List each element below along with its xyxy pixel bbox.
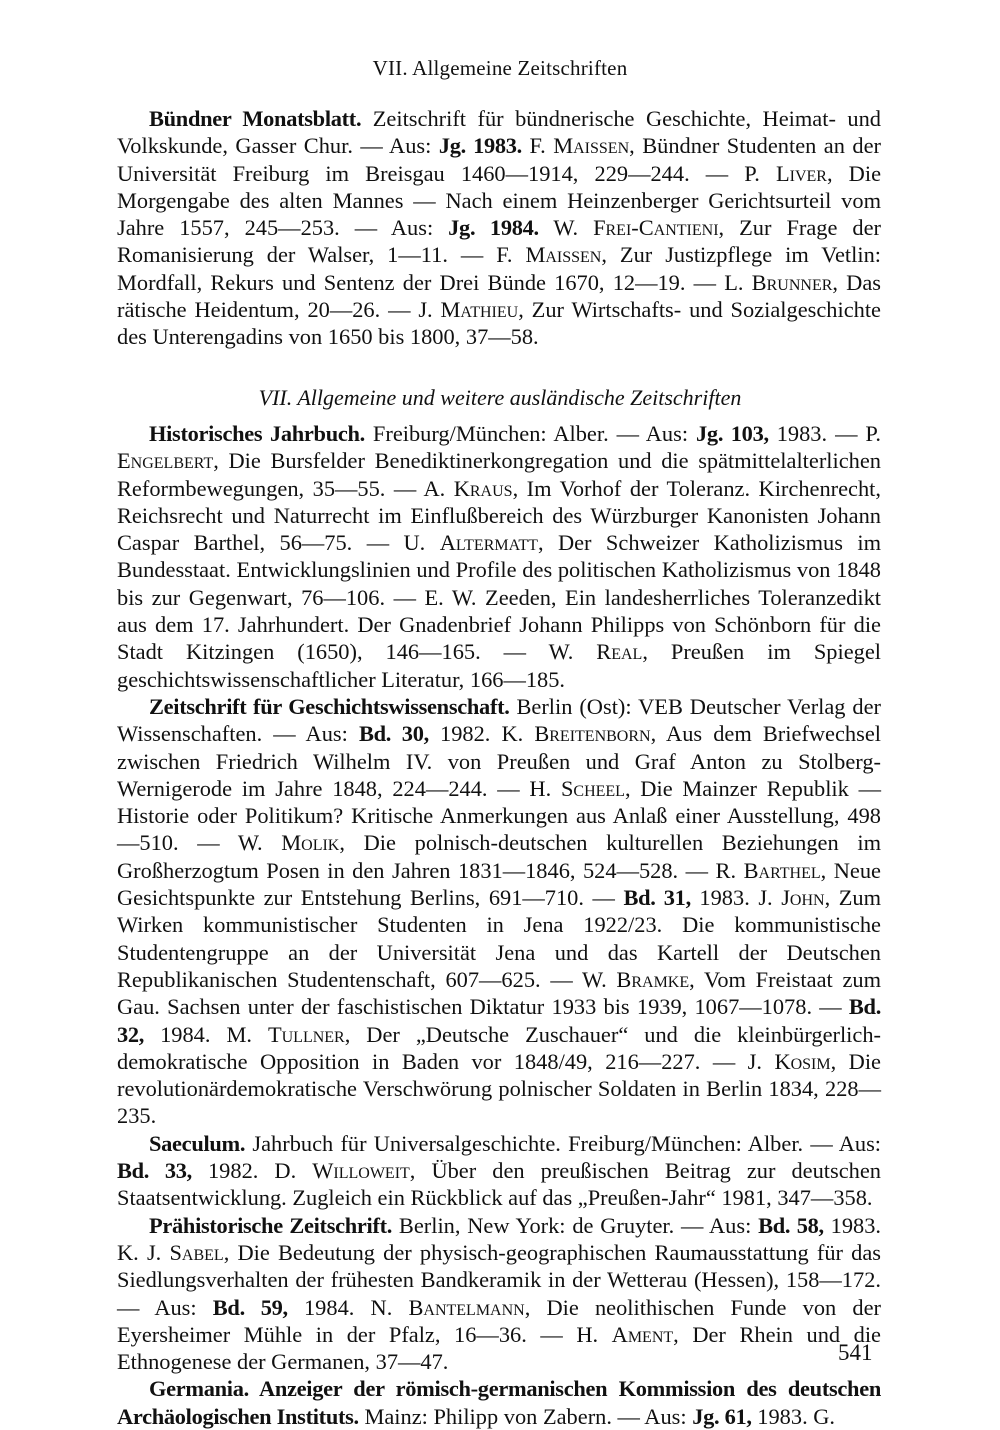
entry-text: , Zum Wirken kommunistischer Studenten in Jena 1922/23. Die kommunistische Studentengruppe an der Universität Jena und das Kartell der Deutschen Republikanischen Studentenschaft, 607—625. — W. [117, 885, 882, 992]
author-name: Bantelmann [408, 1294, 525, 1320]
journal-title: Zeitschrift für Geschichtswissenschaft. [149, 693, 510, 719]
entry-text: , Die Morgengabe des alten Mannes — Nach einem Heinzenberger Gerichtsurteil vom Jahre 1557, 245—253. — Aus: [117, 160, 882, 241]
volume-ref: Bd. 33, [117, 1158, 192, 1184]
author-name: Kosim [774, 1048, 831, 1074]
running-head: VII. Allgemeine Zeitschriften [372, 56, 628, 80]
entry-text: , Bündner Studenten an der Universität Freiburg im Breisgau 1460—1914, 229—244. — P. [117, 133, 882, 186]
entry-text: Berlin (Ost): VEB Deutscher Verlag der Wissenschaften. — Aus: [117, 693, 882, 747]
section-heading: VII. Allgemeine und weitere ausländische Zeitschriften [258, 385, 742, 410]
volume-ref: Bd. 58, [758, 1212, 824, 1238]
author-name: Maissen [553, 133, 630, 159]
entry-text: , Zur Justizpflege im Vetlin: Mordfall, Rekurs und Sentenz der Drei Bünde 1670, 12—19. — L. [117, 242, 881, 295]
entry-praehistorische-zeitschrift [117, 1212, 881, 1376]
volume-ref: Bd. 59, [212, 1294, 288, 1320]
entry-text: 1983. J. [690, 885, 782, 911]
page-number: 541 [838, 1340, 873, 1365]
author-name: Mathieu [440, 297, 519, 323]
entry-saeculum [117, 1130, 881, 1212]
entries-main [117, 420, 881, 1430]
entry-text: , Aus dem Briefwechsel zwischen Friedrich Wilhelm IV. von Preußen und Graf Anton zu Stolberg-Wernigerode im Jahre 1848, 224—244. — H. [117, 721, 881, 801]
entry-text: Freiburg/München: Alber. — Aus: [364, 421, 697, 446]
author-name: Tullner [267, 1021, 345, 1047]
entry-historisches-jahrbuch [117, 420, 881, 693]
entry-text: , Im Vorhof der Toleranz. Kirchenrecht, Reichsrecht und Naturrecht im Einflußbereich des Würzburger Kanonisten Johann Caspar Barthel, 56—75. — U. [117, 475, 881, 556]
entry-text: , Die Mainzer Republik — Historie oder Politikum? Kritische Anmerkungen aus Anlaß einer Ausstellung, 498—510. — W. [117, 775, 881, 856]
entry-text: Jahrbuch für Universalgeschichte. Freiburg/München: Alber. — Aus: [245, 1130, 881, 1156]
entry-text: , Preußen im Spiegel geschichtswissenschaftlicher Literatur, 166—185. [117, 639, 881, 692]
entry-text: 1983. — P. [768, 421, 881, 446]
volume-ref: Jg. 1983. [438, 133, 522, 159]
entry-text: 1984. N. [287, 1294, 409, 1320]
journal-title: Historisches Jahrbuch. [149, 421, 365, 446]
volume-ref: Jg. 61, [692, 1403, 752, 1429]
author-name: John [781, 885, 825, 911]
author-name: Liver [775, 160, 827, 186]
entry-text: , Die neolithischen Funde von der Eyersheimer Mühle in der Pfalz, 16—36. — H. [117, 1294, 881, 1347]
volume-ref: Bd. 30, [358, 721, 429, 747]
volume-ref: Jg. 1984. [448, 215, 539, 241]
journal-title: Prähistorische Zeitschrift. [149, 1212, 393, 1238]
entry-text: W. [538, 215, 594, 241]
author-name: Real [596, 639, 643, 665]
entry-text: , Zur Frage der Romanisierung der Walser, 1—11. — F. [117, 215, 881, 268]
author-name: Ament [611, 1321, 674, 1347]
entry-text: , Der „Deutsche Zuschauer“ und die kleinbürgerlich-demokratische Opposition in Baden vor 1848/49, 216—227. — J. [117, 1021, 881, 1074]
volume-ref: Jg. 103, [696, 421, 769, 446]
author-name: Breitenborn [534, 721, 651, 747]
author-name: Brunner [751, 269, 833, 295]
entry-text: , Die Bedeutung der physisch-geographischen Raumausstattung für das Siedlungsverhalten der frühesten Bandkeramik in der Wetterau (Hessen), 158—172. — Aus: [117, 1239, 881, 1320]
author-name: Sabel [169, 1239, 224, 1265]
entry-text: , Die polnisch-deutschen kulturellen Beziehungen im Großherzogtum Posen in den Jahren 1831—1846, 524—528. — R. [117, 830, 881, 883]
author-name: Maissen [525, 242, 602, 268]
author-name: Molik [281, 830, 340, 856]
author-name: Frei-Cantieni [593, 215, 719, 241]
author-name: Kraus [453, 475, 513, 501]
author-name: Scheel [560, 775, 625, 801]
entry-text: , Vom Freistaat zum Gau. Sachsen unter der faschistischen Diktatur 1933 bis 1939, 1067—1078. — [117, 966, 882, 1020]
entry-text: 1983. G. [751, 1403, 836, 1429]
journal-title: Germania. Anzeiger der römisch-germanischen Kommission des deutschen Archäologischen Instituts. [117, 1376, 881, 1429]
entry-text: Zeitschrift für bündnerische Geschichte, Heimat- und Volkskunde, Gasser Chur. — Aus: [117, 106, 882, 159]
entry-text: 1983. K. J. [117, 1212, 881, 1265]
author-name: Engelbert [117, 448, 214, 474]
entry-paragraph [117, 105, 881, 351]
entry-text: 1982. D. [191, 1158, 313, 1184]
journal-title: Bündner Monatsblatt. [149, 106, 362, 131]
entry-text: , Das rätische Heidentum, 20—26. — J. [117, 269, 881, 323]
volume-ref: Bd. 31, [623, 885, 691, 911]
author-name: Barthel [743, 857, 821, 883]
author-name: Bramke [616, 966, 690, 992]
entry-text: , Der Rhein und die Ethnogenese der Germanen, 37—47. [117, 1321, 881, 1375]
author-name: Altermatt [439, 530, 538, 556]
entry-germania [117, 1375, 881, 1430]
entry-text: , Die revolutionärdemokratische Verschwörung polnischer Soldaten in Berlin 1834, 228—235. [117, 1048, 881, 1129]
volume-ref: Bd. 32, [117, 994, 881, 1047]
entry-text: , Über den preußischen Beitrag zur deutschen Staatsentwicklung. Zugleich ein Rückblick auf das „Preußen-Jahr“ 1981, 347—358. [117, 1158, 881, 1211]
entry-text: , Neue Gesichtspunkte zur Entstehung Berlins, 691—710. — [117, 857, 881, 911]
entry-zeitschrift-fuer-geschichtswissenschaft [117, 693, 881, 1130]
entry-text: , Die Bursfelder Benediktinerkongregation und die spätmittelalterlichen Reformbewegungen, 35—55. — A. [117, 448, 881, 501]
entry-text: , Zur Wirtschafts- und Sozialgeschichte des Unterengadins von 1650 bis 1800, 37—58. [117, 297, 881, 350]
entry-text: Berlin, New York: de Gruyter. — Aus: [392, 1212, 759, 1238]
entry-text: 1984. M. [144, 1021, 268, 1047]
journal-title: Saeculum. [149, 1130, 246, 1156]
entry-text: 1982. K. [428, 721, 535, 747]
entry-text: F. [521, 133, 554, 159]
entry-text: Mainz: Philipp von Zabern. — Aus: [358, 1403, 693, 1429]
author-name: Willoweit [312, 1158, 410, 1184]
entry-text: , Der Schweizer Katholizismus im Bundesstaat. Entwicklungslinien und Profile des politischen Katholizismus von 1848 bis zur Gegenwart, 76—106. — E. W. Zeeden, Ein landesherrliches Toleranzedikt aus dem 17. Jahrhundert. Der Gnadenbrief Johann Philipps von Schönborn für die Stadt Kitzingen (1650), 146—165. — W. [117, 530, 882, 665]
entry-buendner-monatsblatt [117, 105, 881, 351]
